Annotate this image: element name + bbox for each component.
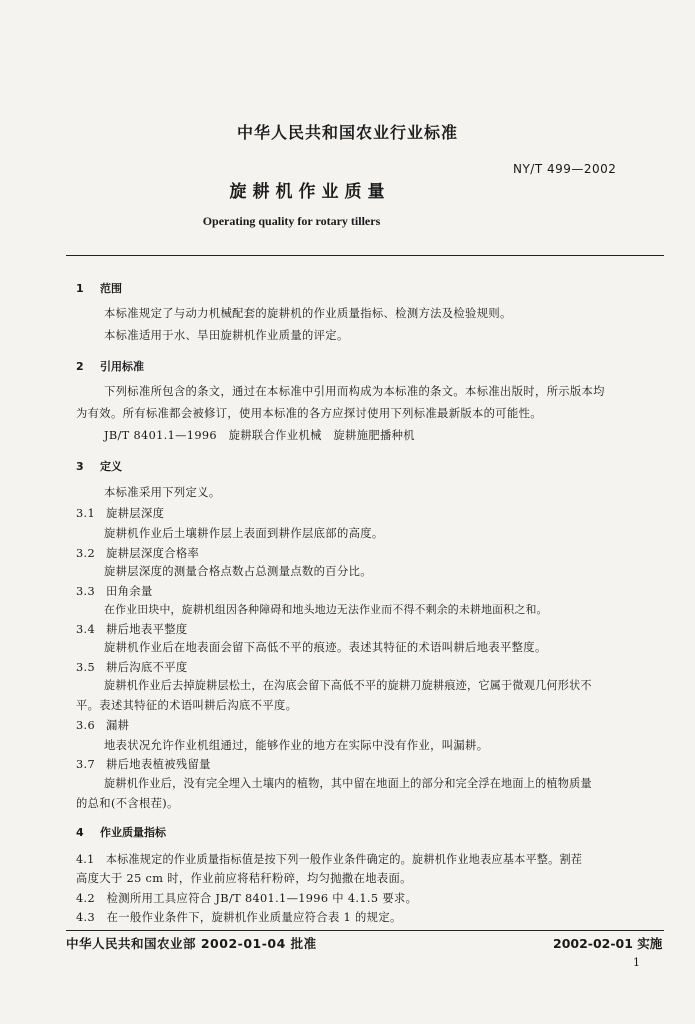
definition-text-continuation: 的总和(不含根茬)。 <box>76 797 179 810</box>
section-number: 2 <box>76 360 84 373</box>
section-title: 范围 <box>100 282 122 295</box>
definition-term: 3.3 田角余量 <box>76 585 153 598</box>
section-number: 1 <box>76 282 84 295</box>
definition-text: 在作业田块中，旋耕机组因各种障碍和地头地边无法作业而不得不剩余的未耕地面积之和。 <box>104 603 548 616</box>
implementation-date: 2002-02-01 实施 <box>553 936 663 951</box>
definition-text: 旋耕层深度的测量合格点数占总测量点数的百分比。 <box>104 565 372 578</box>
footer-divider <box>66 930 664 931</box>
definition-text: 地表状况允许作业机组通过，能够作业的地方在实际中没有作业，叫漏耕。 <box>104 739 489 752</box>
document-title-english: Operating quality for rotary tillers <box>202 214 381 228</box>
definition-term: 3.1 旋耕层深度 <box>76 507 165 520</box>
section-number: 4 <box>76 826 84 839</box>
standard-code: NY/T 499—2002 <box>513 162 617 176</box>
header-divider <box>66 255 664 256</box>
reference-item: JB/T 8401.1—1996 旋耕联合作业机械 旋耕施肥播种机 <box>104 429 415 442</box>
paragraph: 本标准采用下列定义。 <box>104 486 221 499</box>
clause-text: 4.3 在一般作业条件下，旋耕机作业质量应符合表 1 的规定。 <box>76 911 402 924</box>
page-number: 1 <box>633 956 640 969</box>
clause-text: 4.2 检测所用工具应符合 JB/T 8401.1—1996 中 4.1.5 要求。 <box>76 892 418 905</box>
section-title: 引用标准 <box>100 360 144 373</box>
definition-text: 旋耕机作业后去掉旋耕层松土，在沟底会留下高低不平的旋耕刀旋耕痕迹，它属于微观几何形状不 <box>104 679 592 692</box>
document-title: 旋耕机作业质量 <box>229 182 391 202</box>
section-heading-references <box>76 358 144 374</box>
definition-term: 3.7 耕后地表植被残留量 <box>76 758 211 771</box>
paragraph: 下列标准所包含的条文，通过在本标准中引用而构成为本标准的条文。本标准出版时，所示版本均 <box>104 385 605 398</box>
section-heading-scope <box>76 280 122 296</box>
issuing-organization: 中华人民共和国农业行业标准 <box>236 123 458 142</box>
section-title: 作业质量指标 <box>100 826 166 839</box>
section-title: 定义 <box>100 460 122 473</box>
paragraph: 本标准适用于水、旱田旋耕机作业质量的评定。 <box>104 329 349 342</box>
definition-text: 旋耕机作业后土壤耕作层上表面到耕作层底部的高度。 <box>104 527 384 540</box>
definition-text: 旋耕机作业后，没有完全埋入土壤内的植物，其中留在地面上的部分和完全浮在地面上的植物质量 <box>104 777 592 790</box>
clause-text-continuation: 高度大于 25 cm 时，作业前应将秸秆粉碎，均匀抛撒在地表面。 <box>76 872 412 885</box>
paragraph-continuation: 为有效。所有标准都会被修订，使用本标准的各方应探讨使用下列标准最新版本的可能性。 <box>76 407 542 420</box>
section-heading-definitions <box>76 458 122 474</box>
definition-term: 3.5 耕后沟底不平度 <box>76 661 188 674</box>
section-heading-quality-indicators <box>76 824 166 840</box>
definition-term: 3.2 旋耕层深度合格率 <box>76 547 200 560</box>
section-number: 3 <box>76 460 84 473</box>
paragraph: 本标准规定了与动力机械配套的旋耕机的作业质量指标、检测方法及检验规则。 <box>104 307 512 320</box>
definition-text-continuation: 平。表述其特征的术语叫耕后沟底不平度。 <box>76 699 298 712</box>
definition-text: 旋耕机作业后在地表面会留下高低不平的痕迹。表述其特征的术语叫耕后地表平整度。 <box>104 641 547 654</box>
definition-term: 3.6 漏耕 <box>76 719 130 732</box>
clause-text: 4.1 本标准规定的作业质量指标值是按下列一般作业条件确定的。旋耕机作业地表应基本平整。割茬 <box>76 853 583 866</box>
definition-term: 3.4 耕后地表平整度 <box>76 623 188 636</box>
approval-date: 中华人民共和国农业部 2002-01-04 批准 <box>66 936 317 951</box>
